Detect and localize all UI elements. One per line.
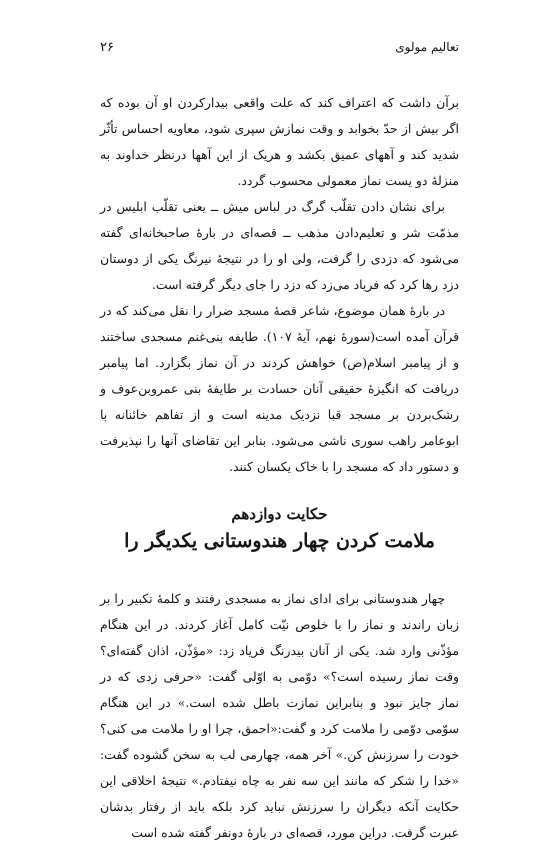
paragraph-wolf-in-sheep: برای نشان دادن تقلّب گرگ در لباس میش ــ یعنی تقلّب ابلیس در مذمّت شر و تعلیم‌دادن مذهب ــ قصه‌ای در بارهٔ صاحبخانه‌ای گفته می‌شود که دزدی را گرفت، ولی او را در نتیجهٔ نیرنگ یکی از دوستان دزد رها کرد که فریاد می‌زد که دزد را جای دیگر گرفته است. (100, 199, 459, 292)
running-head (100, 40, 459, 62)
body-text (100, 90, 459, 480)
story-title: ملامت کردن چهار هندوستانی یکدیگر را (124, 530, 435, 552)
running-title: تعالیم مولوی (395, 40, 459, 54)
story-number-label: حکایت دوازدهم (231, 505, 328, 523)
page-number: ۲۶ (100, 40, 114, 55)
paragraph-four-indians: چهار هندوستانی برای ادای نماز به مسجدی رفتند و کلمهٔ تکبیر را بر زبان راندند و نماز را با خلوص نیّت کامل آغاز کردند. در این هنگام مؤذّنی وارد شد. یکی از آنان بیدرنگ فریاد زد: «مؤذّن، اذان گفته‌ای؟ وقت نماز رسیده است؟» دوّمی به اوّلی گفت: «حرفی زدی که در نماز جایز نبود و بنابراین نمازت باطل شده است.» در این هنگام سوّمی دوّمی را ملامت کرد و گفت:«احمق، چرا او را ملامت می کنی؟ خودت را سرزنش کن.» آخر همه، چهارمی لب به سخن گشوده گفت: «خدا را شکر که مانند این سه نفر به چاه نیفتادم.» نتیجهٔ اخلاقی این حکایت آنکه دیگران را سرزنش نباید کرد بلکه باید از رفتار بدشان عبرت گرفت. دراین مورد، قصه‌ای در بارهٔ دونفر گفته شده است (100, 591, 459, 840)
paragraph-masjid-dirar: در بارهٔ همان موضوع، شاعر قصهٔ مسجد ضرار را نقل می‌کند که در قرآن آمده است(سورهٔ نهم، آیهٔ ۱۰۷). طایفه بنی‌غنم مسجدی ساختند و از پیامبر اسلام(ص) خواهش کردند در آن نماز بگزارد. اما پیامبر دریافت که انگیزهٔ حقیقی آنان حسادت بر طایفهٔ بنی عمروبن‌عوف و رشک‌بردن بر مسجد قبا نزدیک مدینه است و از تفاهم خائنانه با ابوعامر راهب سوری ناشی می‌شود. بنابر این تقاضای آنها را نپذیرفت و دستور داد که مسجد را با خاک یکسان کنند. (100, 303, 459, 474)
paragraph-continuation: برآن داشت که اعتراف کند که علت واقعی بیدارکردن او آن بوده که اگر بیش از حدّ بخوابد و وقت نمازش سپری شود، معاویه احساس تأثّر شدید کند و آههای عمیق بکشد و هریک از این آهها درنظر خداوند به منزلهٔ دو یست نماز معمولی محسوب گردد. (100, 95, 459, 188)
story-body (100, 586, 459, 846)
story-heading (100, 502, 459, 556)
